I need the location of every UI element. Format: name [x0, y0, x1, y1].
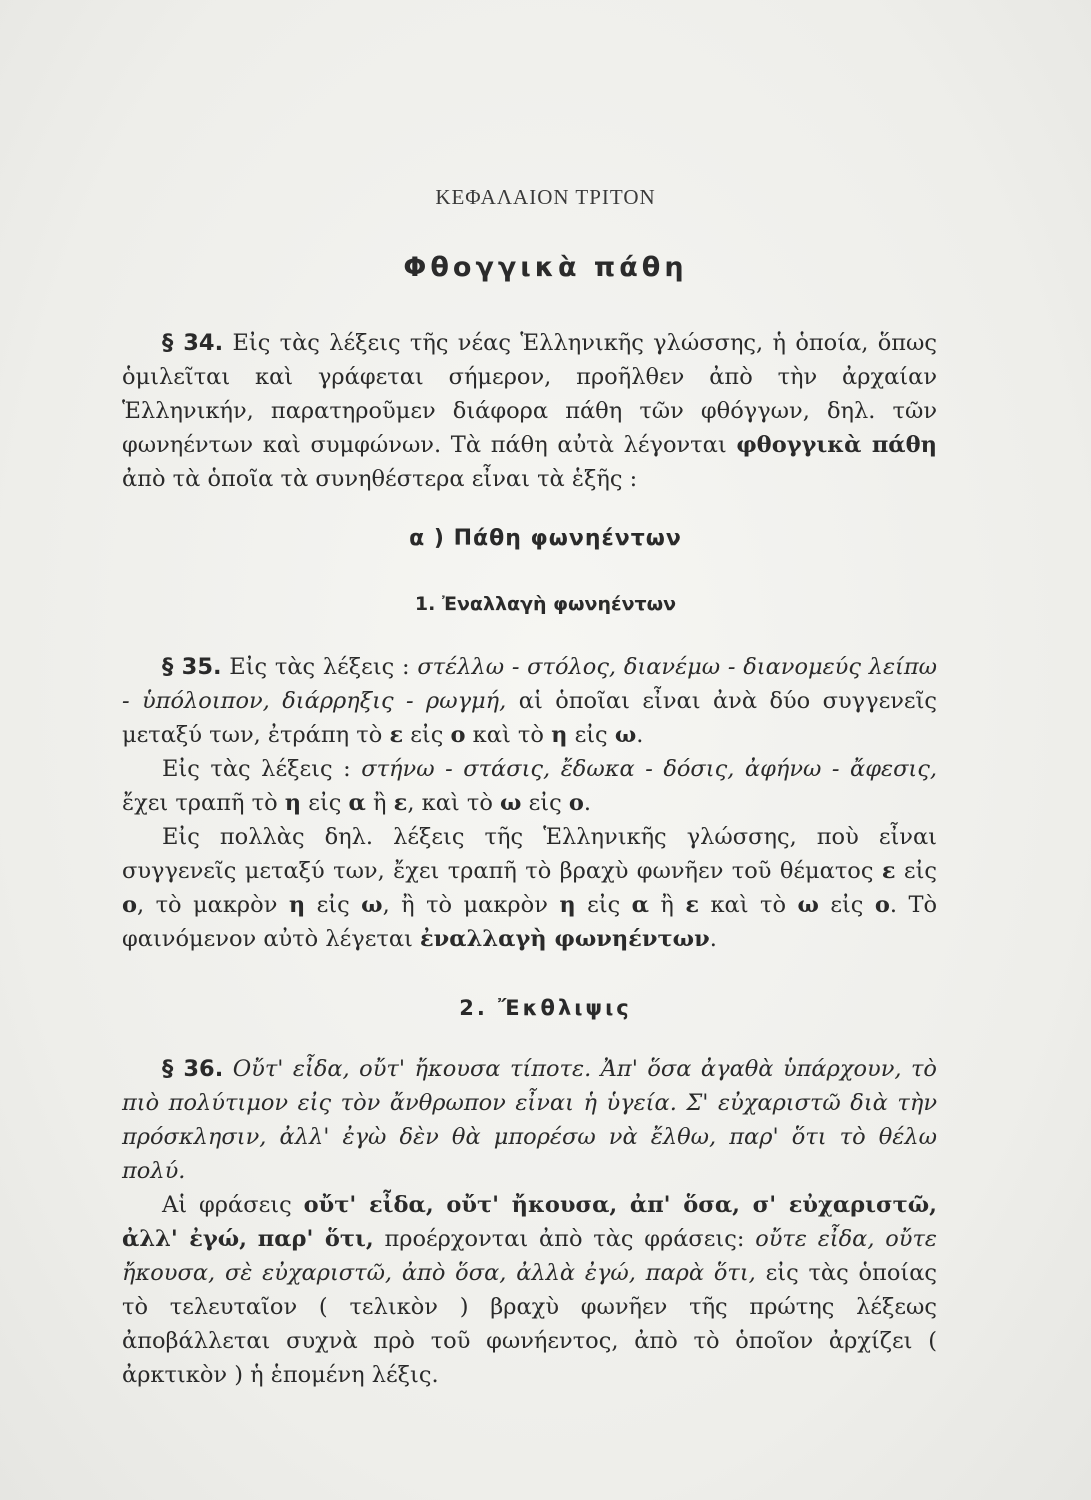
example-sentences: Οὔτ' εἶδα, οὔτ' ἤκουσα τίποτε. Ἀπ' ὅσα ἀγαθὰ ὑπάρχουν, τὸ πιὸ πολύτιμον εἰς τὸν ἄνθρωπον εἶναι ἡ ὑγεία. Σ' εὐχαριστῶ διὰ τὴν πρόσκλησιν, ἀλλ' ἐγὼ δὲν θὰ μπορέσω νὰ ἔλθω, παρ' ὅτι τὸ θέλω πολύ. — [122, 1056, 937, 1184]
paragraph-text: εἰς — [818, 892, 875, 918]
term-bold: οὔτ' εἶδα, οὔτ' ἤκουσα, ἀπ' ὅσα, σ' εὐχαριστῶ, ἀλλ' ἐγώ, — [122, 1192, 937, 1252]
subheading-vowel-alternation: 1. Ἐναλλαγὴ φωνηέντων — [414, 593, 677, 615]
example-words: οὔτε εἶδα, οὔτε ἤκουσα, σὲ εὐχαριστῶ, ἀπὸ ὅσα, ἀλλὰ ἐγώ, παρὰ ὅτι, — [122, 1226, 937, 1286]
letter-bold: ε — [389, 722, 404, 748]
paragraph-text: προέρχονται ἀπὸ τὰς φράσεις: — [373, 1226, 756, 1252]
paragraph-text: , ἢ τὸ μακρὸν — [382, 892, 560, 918]
subheading-vowel-changes: α ) Πάθη φωνηέντων — [409, 526, 682, 551]
example-words: διανέμω - διανομεύς λείπω - ὑπόλοιπον, διάρρηξις - ρωγμή, — [122, 654, 937, 714]
paragraph-text: Εἰς πολλὰς δηλ. λέξεις τῆς Ἑλληνικῆς γλώσσης, ποὺ εἶναι συγγενεῖς μεταξύ των, ἔχει τραπῆ τὸ βραχὺ φωνῆεν τοῦ θέματος — [122, 824, 937, 884]
example-words: στήνω - στάσις, ἔδωκα - δόσις, ἀφήνω - ἄφεσις, — [361, 756, 938, 782]
subheading-elision: 2. Ἔκθλιψις — [459, 996, 632, 1020]
paragraph-text: καὶ τὸ — [465, 722, 552, 748]
paragraph-text: . — [709, 926, 717, 952]
letter-bold: ω — [500, 790, 522, 816]
letter-bold: α — [631, 892, 649, 918]
paragraph-text — [616, 654, 624, 680]
paragraph-text: , καὶ τὸ — [407, 790, 501, 816]
letter-bold: ο — [450, 722, 466, 748]
letter-bold: η — [551, 722, 568, 748]
paragraph-text: ἢ — [648, 892, 686, 918]
paragraph-text: εἰς τὰς ὁποίας τὸ τελευταῖον ( τελικὸν ) βραχὺ φωνῆεν τῆς πρώτης λέξεως ἀποβάλλεται συχνὰ πρὸ τοῦ φωνήεντος, ἀπὸ τὸ ὁποῖον ἀρχίζει ( ἀρκτικὸν ) ἡ ἑπομένη λέξις. — [122, 1260, 937, 1388]
paragraph-text: εἰς — [403, 722, 451, 748]
paragraph-34 — [122, 326, 937, 496]
letter-bold: η — [284, 790, 302, 816]
term-bold: παρ' ὅτι, — [257, 1226, 374, 1252]
paragraph-35 — [122, 650, 937, 956]
letter-bold: η — [288, 892, 306, 918]
letter-bold: ε — [685, 892, 700, 918]
paragraph-text: Εἰς τὰς λέξεις : — [162, 756, 362, 782]
letter-bold: ο — [874, 892, 890, 918]
letter-bold: ε — [393, 790, 408, 816]
section-number-35: § 35. — [162, 654, 222, 680]
letter-bold: ω — [797, 892, 819, 918]
term-bold: ἐναλλαγὴ φωνηέντων — [419, 926, 710, 952]
paragraph-text: . — [636, 722, 644, 748]
section-number-34: § 34. — [162, 330, 224, 356]
paragraph-text: Εἰς τὰς λέξεις : — [221, 654, 418, 680]
page-title: Φθογγικὰ πάθη — [403, 252, 688, 283]
term-bold: φθογγικὰ πάθη — [736, 432, 937, 458]
paragraph-text: . — [583, 790, 592, 816]
paragraph-text: . Τὸ φαινόμενον αὐτὸ λέγεται — [122, 892, 938, 952]
paragraph-text: ἀπὸ τὰ ὁποῖα τὰ συνηθέστερα εἶναι τὰ ἑξῆς : — [122, 466, 638, 492]
example-words: στέλλω - στόλος, — [417, 654, 617, 680]
paragraph-text: Αἱ φράσεις — [162, 1192, 304, 1218]
letter-bold: ο — [122, 892, 138, 918]
paragraph-text: εἰς — [301, 790, 349, 816]
paragraph-text: Εἰς τὰς λέξεις τῆς νέας Ἑλληνικῆς γλώσσης, ἡ ὁποία, ὅπως ὁμιλεῖται καὶ γράφεται σήμερον, προῆλθεν ἀπὸ τὴν ἀρχαίαν Ἑλληνικήν, παρατηροῦμεν διάφορα πάθη τῶν φθόγγων, δηλ. τῶν φωνηέντων καὶ συμφώνων. Τὰ πάθη αὐτὰ λέγονται — [122, 330, 937, 458]
paragraph-text: αἱ ὁποῖαι εἶναι ἀνὰ δύο συγγενεῖς μεταξύ των, ἐτράπη τὸ — [122, 688, 937, 748]
paragraph-text: εἰς — [521, 790, 569, 816]
letter-bold: α — [348, 790, 366, 816]
paragraph-text: εἰς — [305, 892, 362, 918]
paragraph-text: εἰς — [895, 858, 938, 884]
letter-bold: η — [559, 892, 576, 918]
letter-bold: ω — [614, 722, 637, 748]
paragraph-36 — [122, 1052, 937, 1392]
paragraph-text — [247, 1226, 258, 1252]
paragraph-text: καὶ τὸ — [699, 892, 798, 918]
section-number-36: § 36. — [162, 1056, 224, 1082]
chapter-heading: ΚΕΦΑΛΑΙΟΝ ΤΡΙΤΟΝ — [435, 185, 656, 209]
letter-bold: ω — [361, 892, 383, 918]
paragraph-text: εἰς — [567, 722, 615, 748]
paragraph-text: εἰς — [575, 892, 632, 918]
letter-bold: ο — [568, 790, 584, 816]
paragraph-text: ἢ — [365, 790, 394, 816]
paragraph-text: ἔχει τραπῆ τὸ — [122, 790, 285, 816]
paragraph-text: , τὸ μακρὸν — [137, 892, 289, 918]
letter-bold: ε — [881, 858, 896, 884]
